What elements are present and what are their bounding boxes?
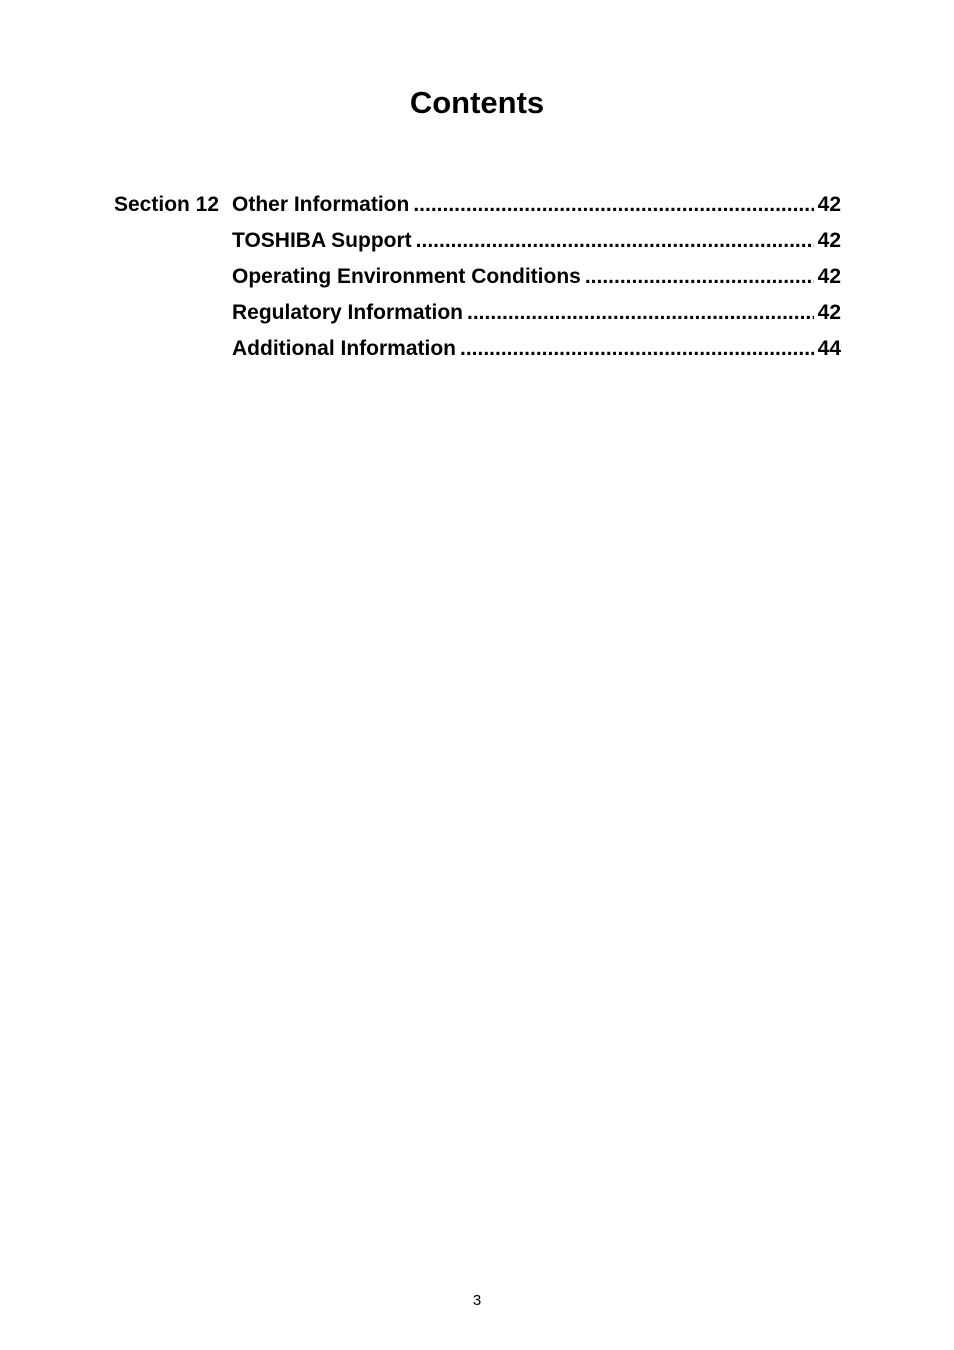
toc-entry-regulatory-information[interactable] — [114, 298, 841, 334]
toc-page-number: 42 — [817, 229, 841, 252]
table-of-contents — [114, 190, 841, 370]
toc-dot-leader — [585, 262, 814, 292]
toc-entry-additional-information[interactable] — [114, 334, 841, 370]
page-title: Contents — [409, 85, 545, 120]
toc-entry-title: Additional Information — [232, 337, 456, 360]
toc-dot-leader — [413, 190, 813, 220]
toc-page-number: 42 — [817, 265, 841, 288]
toc-entry-title: TOSHIBA Support — [232, 229, 412, 252]
toc-entry-title: Regulatory Information — [232, 301, 464, 324]
toc-entry-toshiba-support[interactable] — [114, 226, 841, 262]
toc-entry-title: Other Information — [232, 193, 410, 216]
toc-page-number: 42 — [817, 301, 841, 324]
toc-dot-leader — [460, 334, 814, 364]
page-number: 3 — [472, 1292, 482, 1309]
toc-dot-leader — [467, 298, 814, 328]
toc-entry-operating-environment-conditions[interactable] — [114, 262, 841, 298]
toc-dot-leader — [416, 226, 814, 256]
toc-entry-title: Operating Environment Conditions — [232, 265, 581, 288]
toc-section-label: Section 12 — [114, 193, 220, 216]
toc-page-number: 42 — [817, 193, 841, 216]
toc-page-number: 44 — [817, 337, 841, 360]
toc-entry-other-information[interactable] — [114, 190, 841, 226]
